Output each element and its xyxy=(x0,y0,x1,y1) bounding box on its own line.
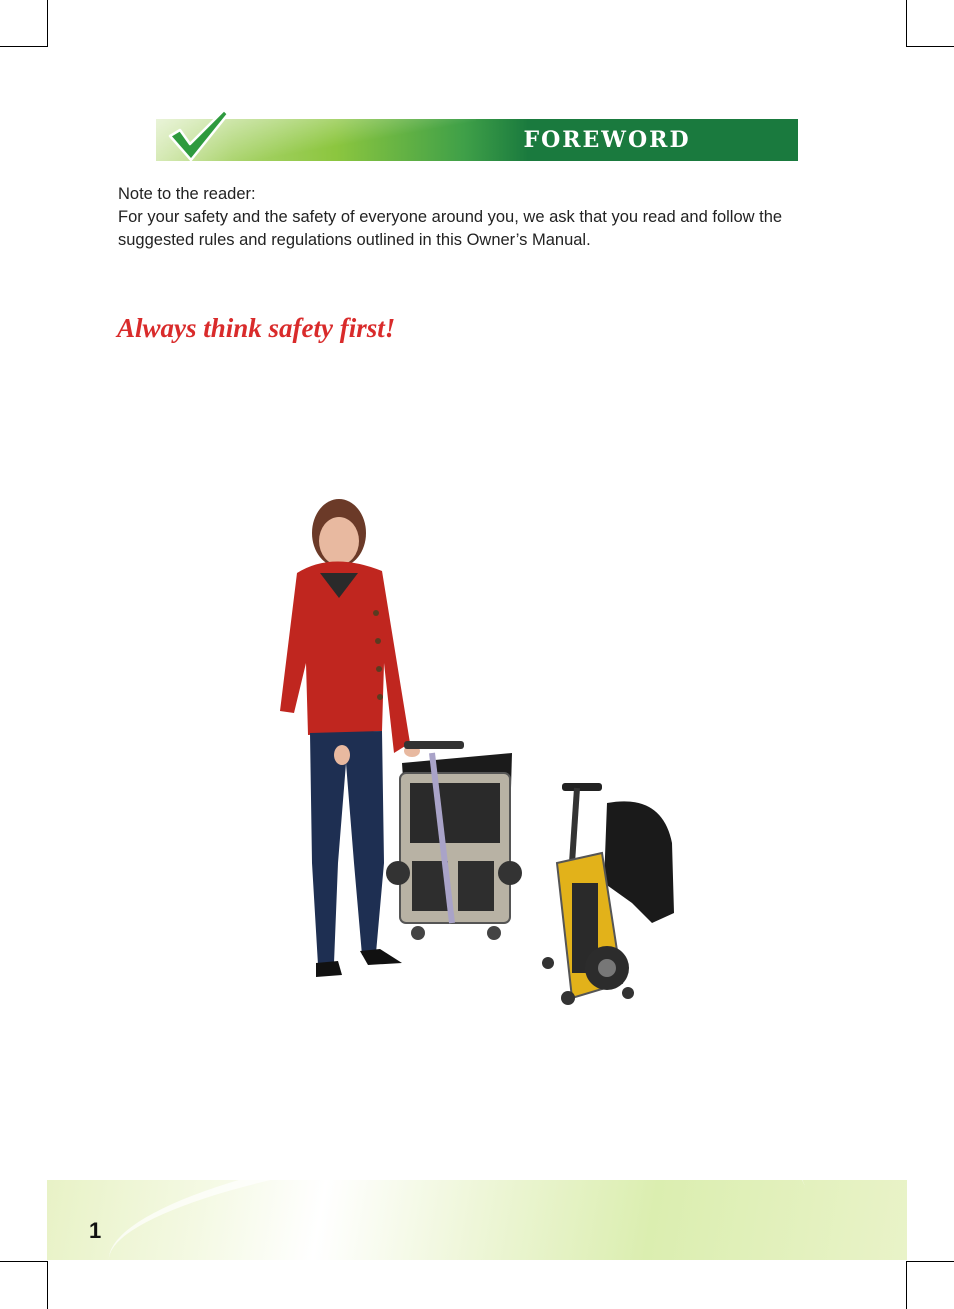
crop-mark-tr-h xyxy=(906,46,954,47)
footer-swirl xyxy=(100,1180,814,1260)
crop-mark-bl-h xyxy=(0,1261,48,1262)
crop-mark-tr-v xyxy=(906,0,907,47)
footer-band xyxy=(47,1180,907,1260)
scooter-silver xyxy=(386,741,522,940)
section-title: FOREWORD xyxy=(523,127,691,153)
note-body: For your safety and the safety of everyone around you, we ask that you read and follow the suggested rules and regulations outlined in this Owner’s Manual. xyxy=(118,208,783,249)
woman-with-scooters-photo xyxy=(272,463,682,1018)
crop-mark-bl-v xyxy=(47,1261,48,1309)
note-heading: Note to the reader: xyxy=(118,185,256,203)
scooter-yellow xyxy=(542,783,674,1005)
green-checkmark-icon xyxy=(166,108,230,162)
crop-mark-tl-h xyxy=(0,46,48,47)
page-number: 1 xyxy=(89,1218,102,1243)
note-to-reader xyxy=(118,183,838,252)
crop-mark-tl-v xyxy=(47,0,48,47)
crop-mark-br-h xyxy=(906,1261,954,1262)
crop-mark-br-v xyxy=(906,1261,907,1309)
section-banner xyxy=(156,119,798,161)
safety-tagline: Always think safety first! xyxy=(117,313,396,343)
